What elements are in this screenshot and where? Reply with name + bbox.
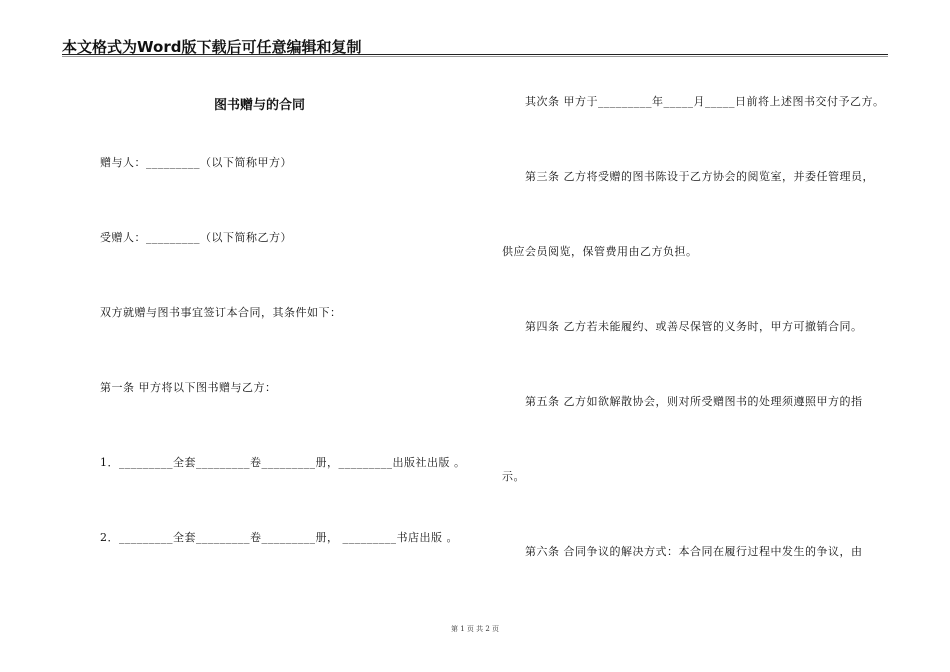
clause-5-continued: 示。 bbox=[502, 470, 525, 483]
clause-6: 第六条 合同争议的解决方式：本合同在履行过程中发生的争议，由 bbox=[525, 545, 863, 558]
header-divider-thin bbox=[62, 56, 888, 57]
donor-line: 赠与人：_________（以下简称甲方） bbox=[100, 156, 292, 169]
clause-3-continued: 供应会员阅览，保管费用由乙方负担。 bbox=[502, 245, 698, 258]
agreement-intro: 双方就赠与图书事宜签订本合同，其条件如下： bbox=[100, 306, 342, 319]
page-number: 第 1 页 共 2 页 bbox=[450, 625, 500, 633]
clause-5: 第五条 乙方如欲解散协会，则对所受赠图书的处理须遵照甲方的指 bbox=[525, 395, 863, 408]
donee-line: 受赠人：_________（以下简称乙方） bbox=[100, 231, 292, 244]
book-item-1: 1．_________全套_________卷_________册，_________出版社出版 。 bbox=[100, 456, 466, 469]
book-item-2: 2．_________全套_________卷_________册， _________书店出版 。 bbox=[100, 531, 458, 544]
header-divider bbox=[62, 54, 888, 55]
contract-title: 图书赠与的合同 bbox=[214, 98, 306, 113]
document-header: 本文格式为Word版下载后可任意编辑和复制 bbox=[62, 38, 362, 56]
clause-3: 第三条 乙方将受赠的图书陈设于乙方协会的阅览室，并委任管理员， bbox=[525, 170, 874, 183]
clause-4: 第四条 乙方若未能履约、或善尽保管的义务时，甲方可撤销合同。 bbox=[525, 320, 863, 333]
clause-2: 其次条 甲方于_________年_____月_____日前将上述图书交付予乙方。 bbox=[525, 95, 885, 108]
clause-1: 第一条 甲方将以下图书赠与乙方： bbox=[100, 381, 277, 394]
